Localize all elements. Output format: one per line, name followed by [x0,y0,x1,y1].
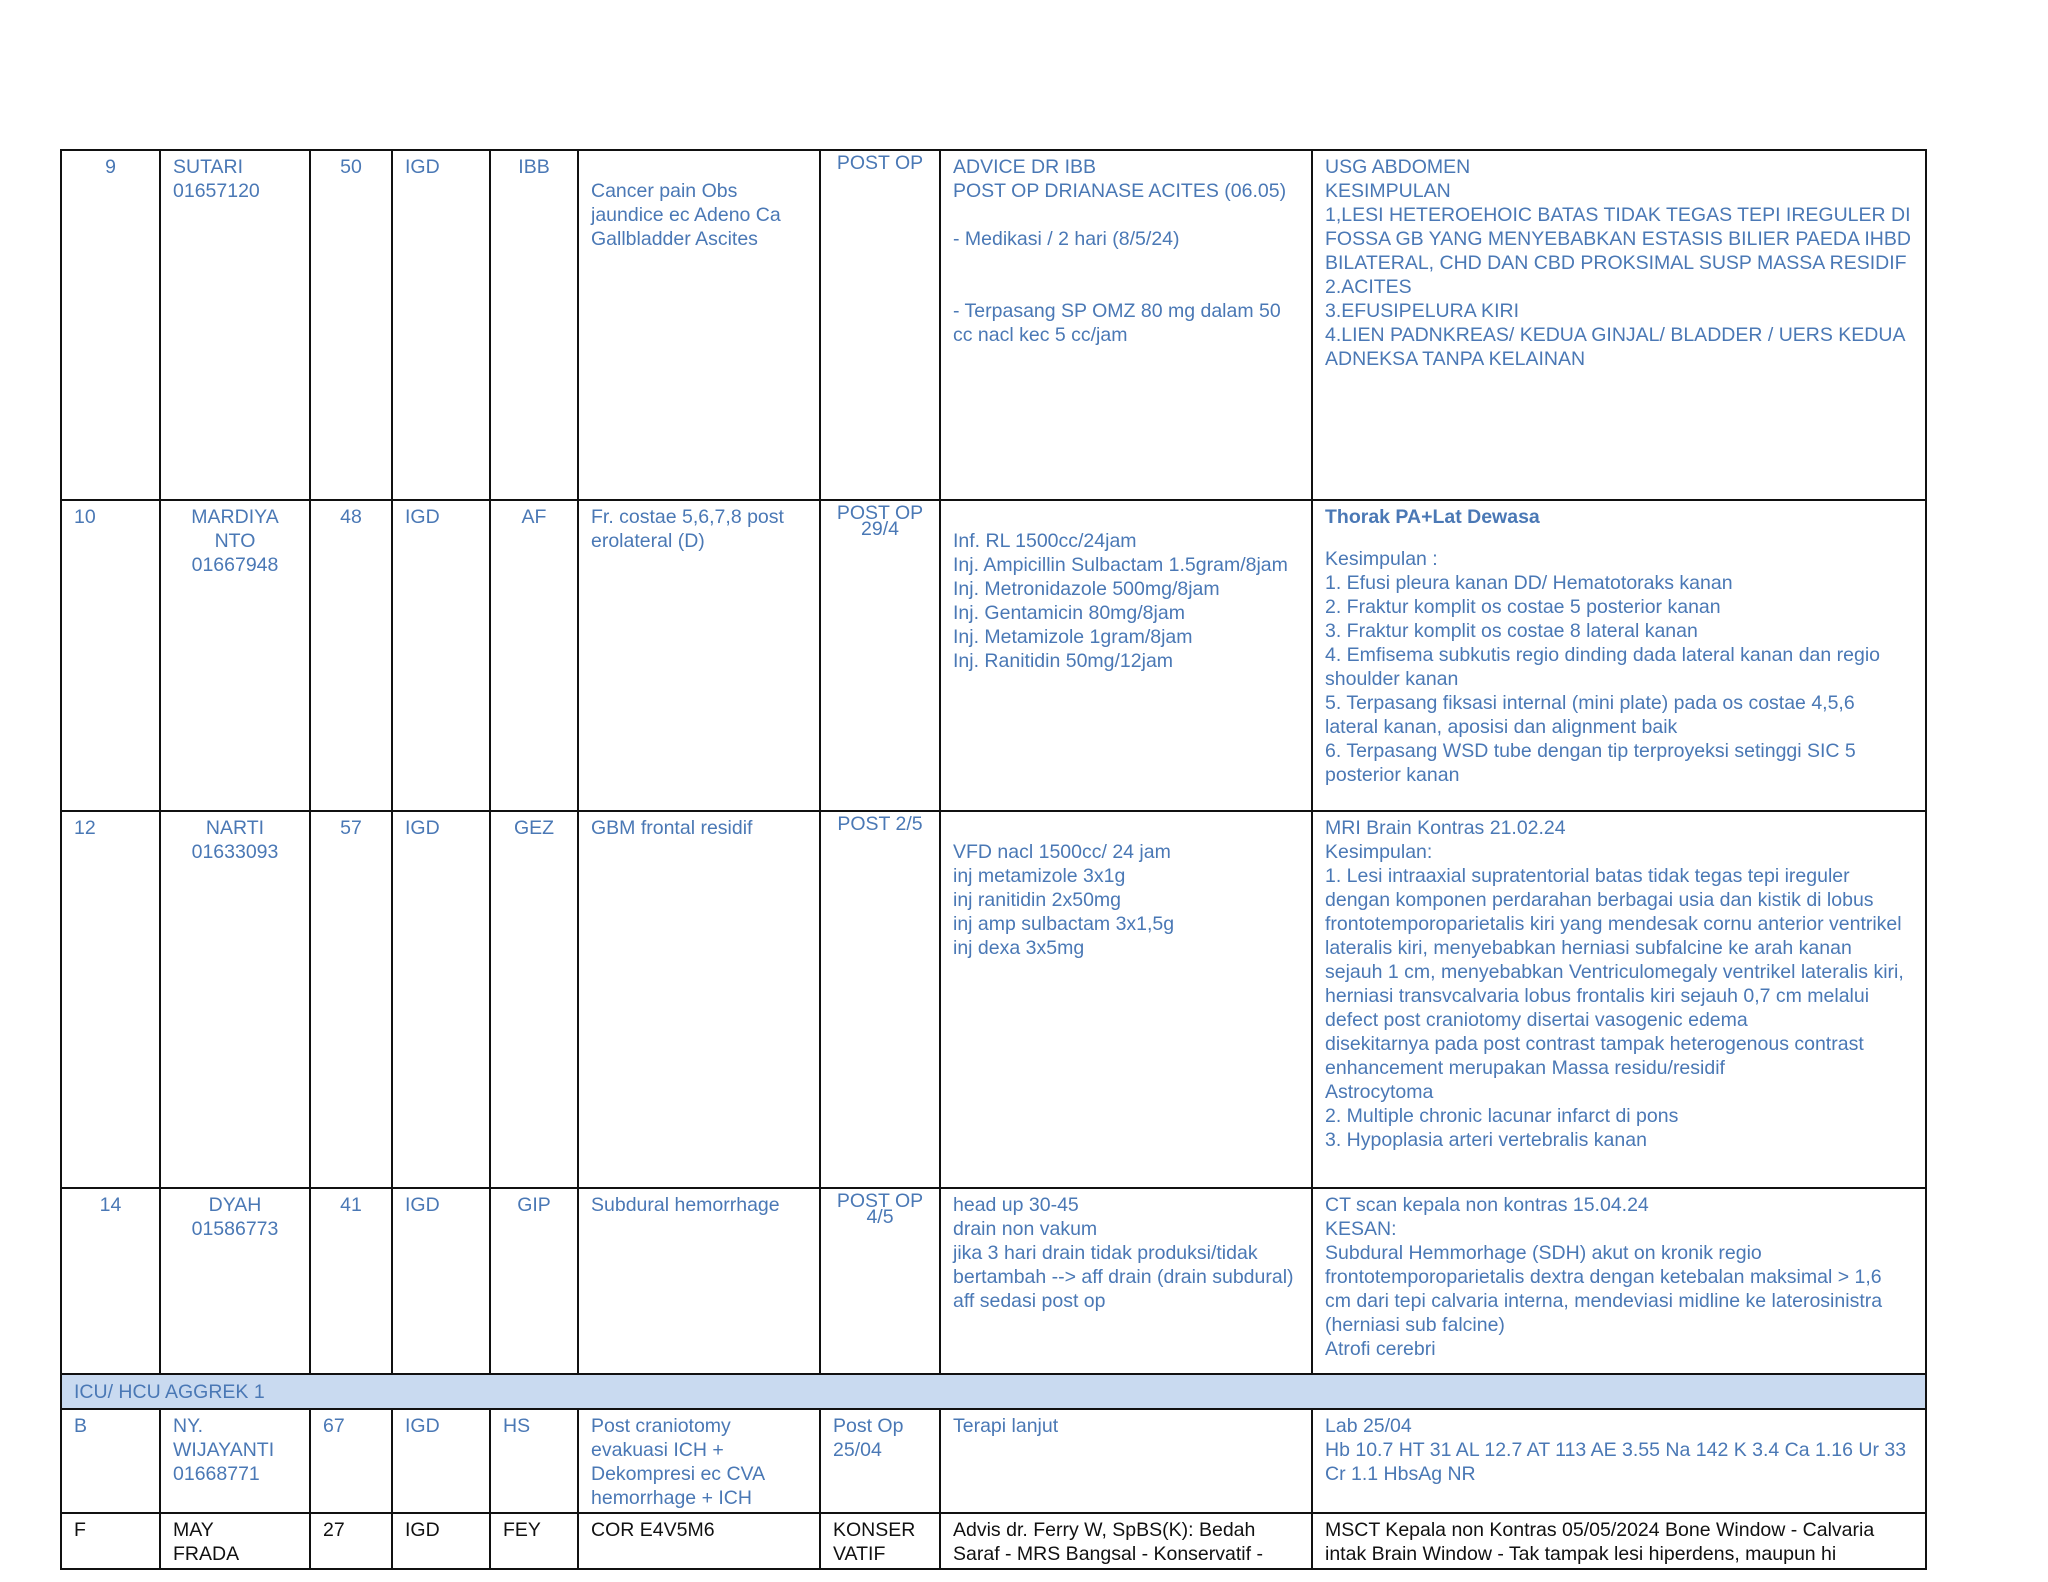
cell-doctor: HS [490,1409,578,1513]
cell-doctor: GIP [490,1188,578,1374]
patient-rm: 01633093 [191,841,279,863]
cell-status: POST OP [820,150,940,500]
cell-diagnosis: GBM frontal residif [578,811,820,1188]
cell-doctor: IBB [490,150,578,500]
cell-status: POST OP 4/5 [820,1188,940,1374]
cell-therapy [940,500,1312,811]
table-row [61,1409,1926,1513]
patient-rm: 01668771 [173,1463,260,1485]
cell-no: 10 [61,500,160,811]
cell-no: 9 [61,150,160,500]
cell-no: 14 [61,1188,160,1374]
cell-status: KONSERVATIF [820,1513,940,1569]
patient-name-part: MAY [173,1519,214,1541]
patient-rm: 01586773 [191,1218,279,1240]
table-row [61,1513,1926,1569]
table-row [61,500,1926,811]
cell-diagnosis: Fr. costae 5,6,7,8 post erolateral (D) [578,500,820,811]
result-title: Thorak PA+Lat Dewasa [1325,506,1540,528]
cell-age: 27 [310,1513,392,1569]
cell-result: MRI Brain Kontras 21.02.24 Kesimpulan: 1. Lesi intraaxial supratentorial batas tidak tegas tepi ireguler dengan komponen perdarahan berbagai usia dan kistik di lobus frontotemporoparietalis kiri yang mendesak cornu anterior ventrikel lateralis kiri, menyebabkan herniasi subfalcine ke arah kanan sejauh 1 cm, menyebabkan Ventriculomegaly ventrikel lateralis kiri, herniasi transvcalvaria lobus frontalis kiri sejauh 0,7 cm melalui defect post craniotomy disertai vasogenic edema disekitarnya pada post contrast tampak heterogenous contrast enhancement merupakan Massa residu/residif Astrocytoma 2. Multiple chronic lacunar infarct di pons 3. Hypoplasia arteri vertebralis kanan [1312,811,1926,1188]
cell-doctor: FEY [490,1513,578,1569]
cell-status: POST 2/5 [820,811,940,1188]
table-row [61,1188,1926,1374]
cell-name [160,500,310,811]
cell-source: IGD [392,1409,490,1513]
cell-name [160,811,310,1188]
section-title: ICU/ HCU AGGREK 1 [61,1374,1926,1409]
patient-name: WIJAYANTI [173,1439,275,1461]
patient-rm: 01667948 [191,554,279,576]
cell-doctor: GEZ [490,811,578,1188]
cell-therapy: Advis dr. Ferry W, SpBS(K): Bedah Saraf - MRS Bangsal - Konservatif - [940,1513,1312,1569]
cell-diagnosis: COR E4V5M6 [578,1513,820,1569]
cell-diagnosis: Post craniotomy evakuasi ICH + Dekompresi ec CVA hemorrhage + ICH [578,1409,820,1513]
cell-therapy [940,811,1312,1188]
cell-doctor: AF [490,500,578,811]
patient-name: NARTI [205,817,265,839]
cell-therapy: head up 30-45 drain non vakum jika 3 hari drain tidak produksi/tidak bertambah --> aff drain (drain subdural) aff sedasi post op [940,1188,1312,1374]
cell-name [160,1513,310,1569]
cell-source: IGD [392,150,490,500]
cell-therapy: ADVICE DR IBB POST OP DRIANASE ACITES (06.05) - Medikasi / 2 hari (8/5/24) - Terpasang SP OMZ 80 mg dalam 50 cc nacl kec 5 cc/jam [940,150,1312,500]
cell-name [160,1409,310,1513]
patient-table [60,149,1927,1570]
cell-result: USG ABDOMEN KESIMPULAN 1,LESI HETEROEHOIC BATAS TIDAK TEGAS TEPI IREGULER DI FOSSA GB YANG MENYEBABKAN ESTASIS BILIER PAEDA IHBD BILATERAL, CHD DAN CBD PROKSIMAL SUSP MASSA RESIDIF 2.ACITES 3.EFUSIPELURA KIRI 4.LIEN PADNKREAS/ KEDUA GINJAL/ BLADDER / UERS KEDUA ADNEKSA TANPA KELAINAN [1312,150,1926,500]
patient-name: DYAH [208,1194,262,1216]
cell-status: POST OP 29/4 [820,500,940,811]
therapy-text: VFD nacl 1500cc/ 24 jam inj metamizole 3x1g inj ranitidin 2x50mg inj amp sulbactam 3x1,5g inj dexa 3x5mg [953,841,1175,959]
cell-status: Post Op 25/04 [820,1409,940,1513]
patient-name: SUTARI [173,156,244,178]
patient-name-part: NTO [214,530,256,552]
cell-name [160,1188,310,1374]
cell-no: B [61,1409,160,1513]
cell-name [160,150,310,500]
cell-therapy: Terapi lanjut [940,1409,1312,1513]
cell-result: CT scan kepala non kontras 15.04.24 KESAN: Subdural Hemmorhage (SDH) akut on kronik regio frontotemporoparietalis dextra dengan ketebalan maksimal > 1,6 cm dari tepi calvaria interna, mendeviasi midline ke laterosinistra (herniasi sub falcine) Atrofi cerebri [1312,1188,1926,1374]
diagnosis-text: Cancer pain Obs jaundice ec Adeno Ca Gallbladder Ascites [591,180,781,250]
cell-source: IGD [392,811,490,1188]
section-header-row [61,1374,1926,1409]
cell-no: F [61,1513,160,1569]
cell-age: 50 [310,150,392,500]
result-text: Kesimpulan : 1. Efusi pleura kanan DD/ Hematotoraks kanan 2. Fraktur komplit os costae 5 posterior kanan 3. Fraktur komplit os costae 8 lateral kanan 4. Emfisema subkutis regio dinding dada lateral kanan dan regio shoulder kanan 5. Terpasang fiksasi internal (mini plate) pada os costae 4,5,6 lateral kanan, aposisi dan alignment baik 6. Terpasang WSD tube dengan tip terproyeksi setinggi SIC 5 posterior kanan [1325,548,1881,786]
cell-source: IGD [392,1513,490,1569]
cell-result: Lab 25/04 Hb 10.7 HT 31 AL 12.7 AT 113 AE 3.55 Na 142 K 3.4 Ca 1.16 Ur 33 Cr 1.1 HbsAg NR [1312,1409,1926,1513]
patient-rm: 01657120 [173,180,260,202]
cell-age: 57 [310,811,392,1188]
cell-age: 41 [310,1188,392,1374]
cell-source: IGD [392,1188,490,1374]
cell-source: IGD [392,500,490,811]
cell-result [1312,500,1926,811]
patient-name-part: FRADA [173,1543,240,1565]
table-row [61,811,1926,1188]
patient-name-part: MARDIYA [191,506,279,528]
cell-age: 67 [310,1409,392,1513]
cell-diagnosis: Subdural hemorrhage [578,1188,820,1374]
patient-title: NY. [173,1415,203,1437]
cell-diagnosis [578,150,820,500]
cell-no: 12 [61,811,160,1188]
therapy-text: Inf. RL 1500cc/24jam Inj. Ampicillin Sulbactam 1.5gram/8jam Inj. Metronidazole 500mg/8jam Inj. Gentamicin 80mg/8jam Inj. Metamizole 1gram/8jam Inj. Ranitidin 50mg/12jam [953,530,1288,672]
cell-age: 48 [310,500,392,811]
table-row [61,150,1926,500]
cell-result: MSCT Kepala non Kontras 05/05/2024 Bone Window - Calvaria intak Brain Window - Tak tampak lesi hiperdens, maupun hi [1312,1513,1926,1569]
